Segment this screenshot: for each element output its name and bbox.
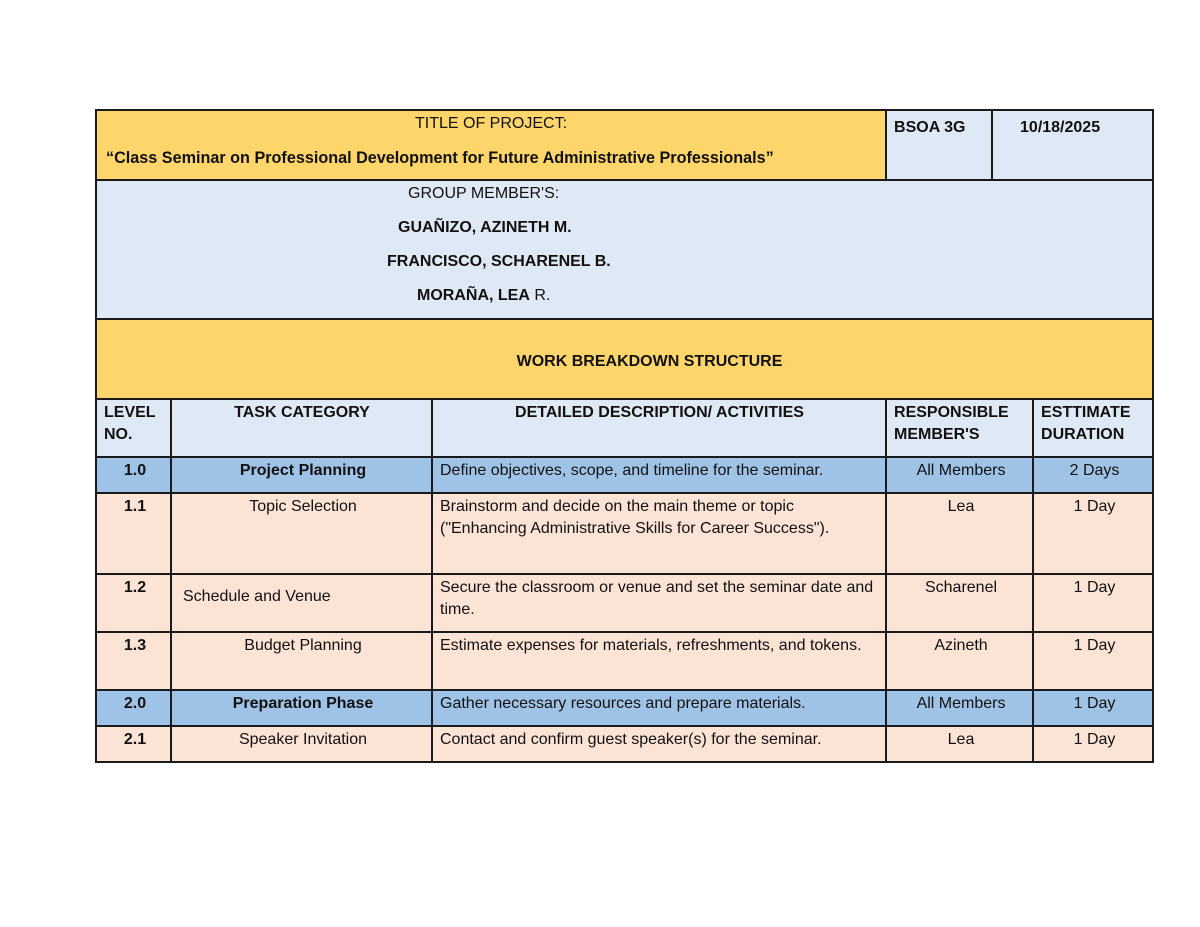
level-cell	[96, 574, 171, 632]
duration-cell	[1033, 457, 1153, 493]
task-description: Define objectives, scope, and timeline for the seminar.	[440, 462, 824, 479]
column-header-responsible: RESPONSIBLE MEMBER'S	[894, 404, 1009, 443]
responsible-cell	[886, 574, 1033, 632]
task-description: Gather necessary resources and prepare materials.	[440, 695, 806, 712]
project-title: “Class Seminar on Professional Development for Future Administrative Professionals”	[106, 149, 774, 167]
table-row	[96, 457, 1153, 493]
wbs-title: WORK BREAKDOWN STRUCTURE	[516, 353, 783, 370]
level-number: 1.1	[123, 498, 147, 515]
duration-cell	[1033, 632, 1153, 690]
responsible-cell	[886, 493, 1033, 574]
description-cell	[432, 632, 886, 690]
estimated-duration: 1 Day	[1073, 695, 1116, 712]
level-number: 1.2	[123, 579, 147, 596]
responsible-member: Azineth	[934, 637, 988, 654]
column-header	[1033, 399, 1153, 457]
member-name	[417, 273, 1152, 307]
level-number: 1.3	[123, 637, 147, 654]
responsible-member: All Members	[916, 462, 1006, 479]
member-name-suffix: R.	[529, 287, 551, 304]
column-header	[171, 399, 432, 457]
column-header-task: TASK CATEGORY	[234, 404, 370, 421]
section-cell	[886, 110, 992, 180]
description-cell	[432, 574, 886, 632]
table-row	[96, 493, 1153, 574]
level-cell	[96, 690, 171, 726]
table-row	[96, 726, 1153, 762]
responsible-member: Lea	[947, 498, 975, 515]
task-category: Topic Selection	[249, 498, 357, 515]
member-name-bold: MORAÑA, LEA	[417, 287, 530, 304]
task-category: Schedule and Venue	[183, 588, 331, 605]
duration-cell	[1033, 493, 1153, 574]
responsible-cell	[886, 632, 1033, 690]
column-header	[432, 399, 886, 457]
task-category: Project Planning	[239, 462, 367, 479]
table-row	[96, 690, 1153, 726]
task-cell	[171, 632, 432, 690]
task-description: Secure the classroom or venue and set the seminar date and time.	[440, 579, 874, 618]
task-category: Speaker Invitation	[238, 731, 368, 748]
description-cell	[432, 726, 886, 762]
project-date: 10/18/2025	[1020, 119, 1101, 136]
wbs-document-table	[95, 109, 1154, 763]
task-category: Budget Planning	[244, 637, 362, 654]
group-members-cell	[96, 180, 1153, 319]
level-cell	[96, 726, 171, 762]
level-cell	[96, 493, 171, 574]
estimated-duration: 1 Day	[1073, 498, 1116, 515]
column-header-duration: ESTTIMATE DURATION	[1041, 404, 1131, 443]
level-cell	[96, 457, 171, 493]
level-cell	[96, 632, 171, 690]
responsible-cell	[886, 457, 1033, 493]
column-header	[96, 399, 171, 457]
duration-cell	[1033, 690, 1153, 726]
description-cell	[432, 690, 886, 726]
duration-cell	[1033, 726, 1153, 762]
task-description: Estimate expenses for materials, refreshments, and tokens.	[440, 637, 862, 654]
estimated-duration: 1 Day	[1073, 637, 1116, 654]
estimated-duration: 1 Day	[1073, 579, 1116, 596]
task-cell	[171, 574, 432, 632]
task-description: Brainstorm and decide on the main theme or topic ("Enhancing Administrative Skills for Career Success").	[440, 498, 830, 537]
task-description: Contact and confirm guest speaker(s) for the seminar.	[440, 731, 822, 748]
table-row	[96, 632, 1153, 690]
member-name: GUAÑIZO, AZINETH M.	[398, 219, 572, 236]
column-header-description: DETAILED DESCRIPTION/ ACTIVITIES	[515, 404, 804, 421]
responsible-cell	[886, 690, 1033, 726]
task-cell	[171, 457, 432, 493]
column-header-row	[96, 399, 1153, 457]
responsible-cell	[886, 726, 1033, 762]
duration-cell	[1033, 574, 1153, 632]
column-header-level: LEVEL NO.	[104, 404, 156, 443]
description-cell	[432, 493, 886, 574]
group-members-label: GROUP MEMBER'S:	[408, 185, 560, 202]
responsible-member: Scharenel	[924, 579, 998, 596]
title-label: TITLE OF PROJECT:	[415, 115, 568, 132]
section-code: BSOA 3G	[894, 119, 966, 136]
responsible-member: All Members	[916, 695, 1006, 712]
level-number: 1.0	[123, 462, 147, 479]
task-cell	[171, 726, 432, 762]
estimated-duration: 2 Days	[1069, 462, 1120, 479]
task-category: Preparation Phase	[232, 695, 374, 712]
wbs-title-cell	[96, 319, 1153, 399]
level-number: 2.1	[123, 731, 147, 748]
estimated-duration: 1 Day	[1073, 731, 1116, 748]
responsible-member: Lea	[947, 731, 975, 748]
table-row	[96, 574, 1153, 632]
level-number: 2.0	[123, 695, 147, 712]
description-cell	[432, 457, 886, 493]
date-cell	[992, 110, 1153, 180]
column-header	[886, 399, 1033, 457]
task-cell	[171, 690, 432, 726]
member-name: FRANCISCO, SCHARENEL B.	[387, 253, 611, 270]
project-title-cell	[96, 110, 886, 180]
task-cell	[171, 493, 432, 574]
